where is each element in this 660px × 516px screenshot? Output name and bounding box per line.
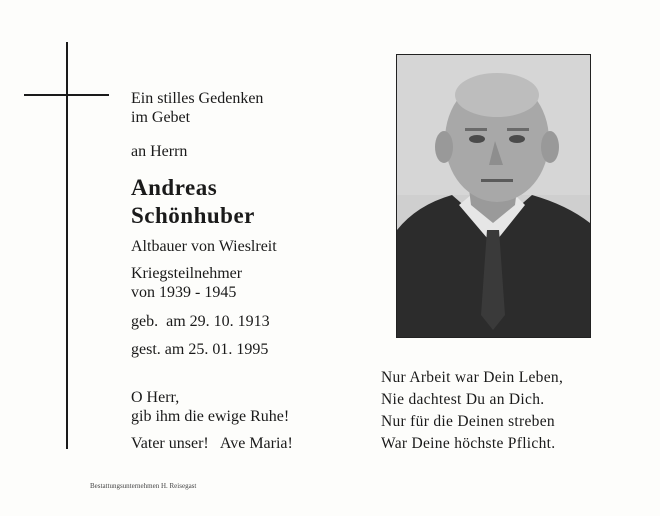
prayer-line-2: gib ihm die ewige Ruhe! (131, 408, 290, 425)
cross-icon-bar (24, 94, 109, 96)
intro-line-3: an Herrn (131, 143, 188, 160)
poem-line-2: Nie dachtest Du an Dich. (381, 391, 545, 408)
death-date: gest. am 25. 01. 1995 (131, 341, 269, 358)
portrait-photo (396, 54, 591, 338)
veteran-line-2: von 1939 - 1945 (131, 284, 237, 301)
last-name: Schönhuber (131, 203, 255, 228)
birth-date: geb. am 29. 10. 1913 (131, 313, 270, 330)
first-name: Andreas (131, 175, 218, 200)
poem-line-3: Nur für die Deinen streben (381, 413, 555, 430)
poem-line-1: Nur Arbeit war Dein Leben, (381, 369, 564, 386)
portrait-image (397, 55, 590, 337)
poem-line-4: War Deine höchste Pflicht. (381, 435, 556, 452)
cross-icon (66, 42, 68, 449)
occupation: Altbauer von Wieslreit (131, 238, 277, 255)
intro-line-1: Ein stilles Gedenken (131, 90, 264, 107)
intro-line-2: im Gebet (131, 109, 191, 126)
prayer-line-3: Vater unser! Ave Maria! (131, 435, 293, 452)
funeral-home: Bestattungsunternehmen H. Reisegast (90, 482, 197, 490)
veteran-line-1: Kriegsteilnehmer (131, 265, 243, 282)
prayer-line-1: O Herr, (131, 389, 180, 406)
